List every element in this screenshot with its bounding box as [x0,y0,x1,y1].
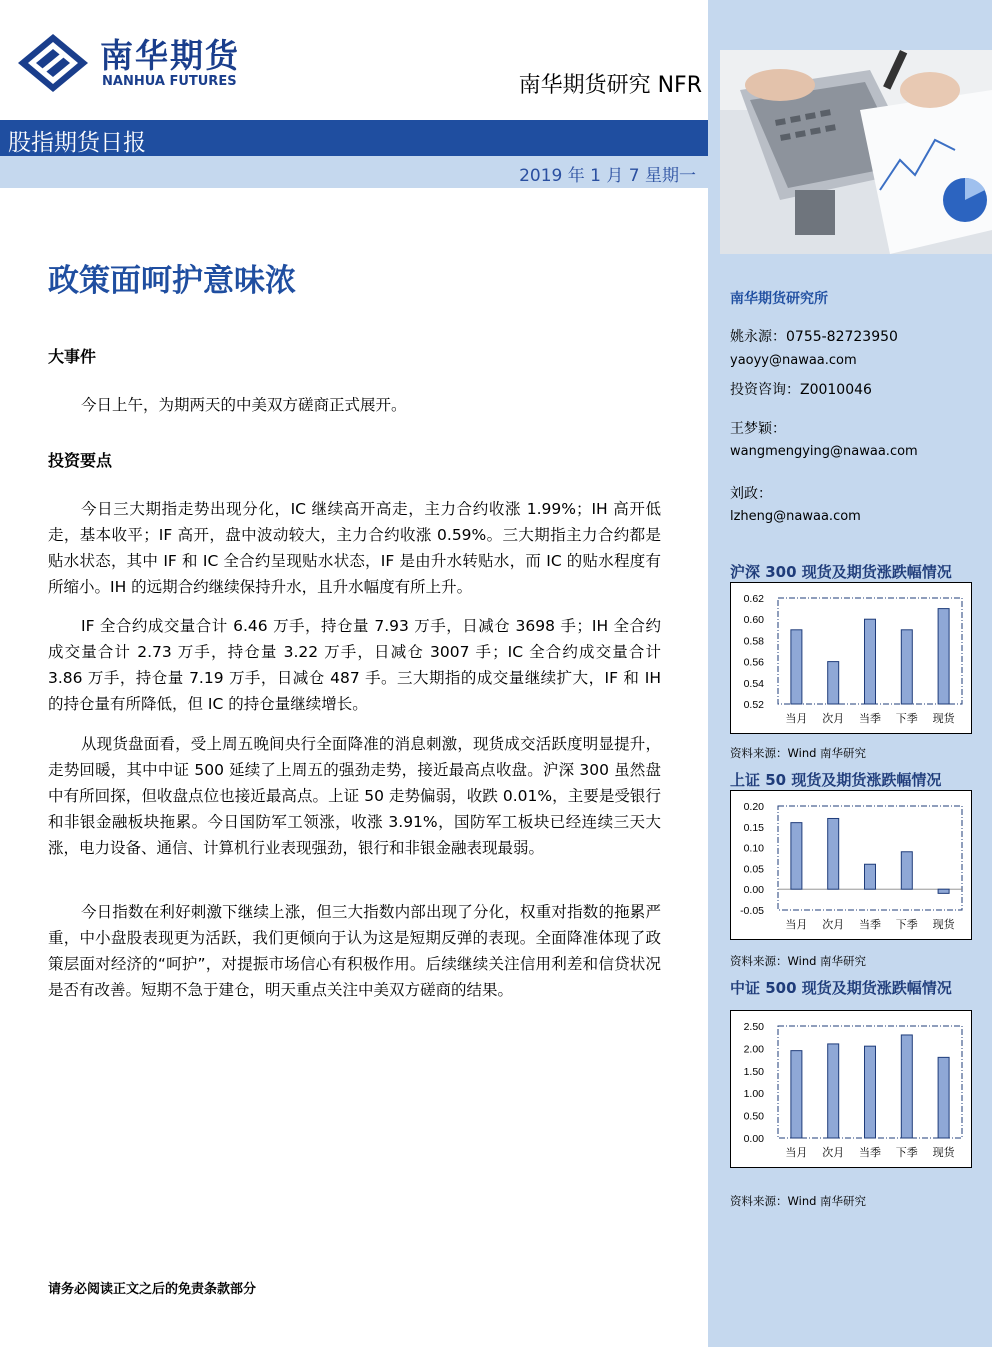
bar [901,1035,912,1138]
chart-title: 上证 50 现货及期货涨跌幅情况 [730,771,942,789]
x-tick-label: 当季 [859,1146,881,1159]
x-tick-label: 现货 [932,1146,955,1159]
chart-source: 资料来源：Wind 南华研究 [730,746,867,760]
y-tick-label: -0.05 [740,905,764,917]
bar [865,619,876,704]
analysis-paragraph: 今日三大期指走势出现分化，IC 继续高开高走，主力合约收涨 1.99%；IH 高开低走，基本收平；IF 高开，盘中波动较大，主力合约收涨 0.59%。三大期指主力合约都是贴水状态，其中 IF 和 IC 全合约呈现贴水状态，IF 是由升水转贴水，而 IC 的贴水程度有所缩小。IH 的远期合约继续保持升水，且升水幅度有所上升。 [48,500,661,596]
report-date: 2019 年 1 月 7 星期一 [519,166,696,186]
bar [938,1057,949,1138]
y-tick-label: 1.50 [743,1065,764,1078]
y-tick-label: 0.60 [743,614,764,627]
chart-frame [731,583,972,734]
section-title-points: 投资要点 [48,451,113,470]
x-tick-label: 当月 [785,712,808,725]
x-tick-label: 当季 [859,918,881,931]
chart-title: 沪深 300 现货及期货涨跌幅情况 [730,563,952,581]
section-title-events: 大事件 [48,347,97,366]
chart-frame [731,1011,972,1168]
y-tick-label: 2.50 [743,1021,764,1033]
analyst-email[interactable]: lzheng@nawaa.com [730,509,861,524]
bar [865,1046,876,1138]
bar [828,662,839,704]
analyst-name: 王梦颖： [730,421,786,437]
x-tick-label: 当季 [859,712,881,725]
report-type: 股指期货日报 [8,130,146,156]
disclaimer-footer: 请务必阅读正文之后的免责条款部分 [48,1282,257,1297]
y-tick-label: 0.62 [743,593,764,605]
analyst-email[interactable]: yaoyy@nawaa.com [730,353,857,368]
y-tick-label: 0.50 [743,1110,764,1123]
event-paragraph: 今日上午，为期两天的中美双方磋商正式展开。 [81,396,407,414]
analyst-name: 刘政： [730,486,772,502]
y-tick-label: 0.05 [743,863,764,876]
bar [828,818,839,889]
sz50-bar-chart [730,790,972,940]
y-tick-label: 0.52 [743,699,764,711]
chart-title: 中证 500 现货及期货涨跌幅情况 [730,979,952,997]
company-logo [18,28,248,98]
bar [828,1044,839,1138]
x-tick-label: 现货 [932,712,955,725]
y-tick-label: 0.00 [743,1133,764,1145]
y-tick-label: 1.00 [743,1088,764,1101]
bar [901,630,912,704]
research-institute: 南华期货研究所 [730,291,828,307]
analyst-license: 投资咨询：Z0010046 [730,382,872,398]
x-tick-label: 次月 [822,1146,845,1159]
x-tick-label: 下季 [895,712,918,725]
bar [938,609,949,704]
x-tick-label: 次月 [822,712,845,725]
hs300-bar-chart [730,582,972,734]
x-tick-label: 当月 [785,1146,808,1159]
office-photo-illustration [720,50,992,254]
logo-chinese-name: 南华期货 [100,36,240,75]
y-tick-label: 0.54 [743,677,764,690]
headline: 政策面呵护意味浓 [48,263,296,299]
analyst-contact-phone: 姚永源：0755-82723950 [730,329,898,345]
x-tick-label: 当月 [785,918,808,931]
logo-english-name: NANHUA FUTURES [102,74,237,89]
analysis-paragraph: 从现货盘面看，受上周五晚间央行全面降准的消息刺激，现货成交活跃度明显提升，走势回暖，其中中证 500 延续了上周五的强劲走势，接近最高点收盘。沪深 300 虽然盘中有所回探，但收盘点位也接近最高点。上证 50 走势偏弱，收跌 0.01%，主要是受银行和非银金融板块拖累。今日国防军工领涨，收涨 3.91%，国防军工板块已经连续三天大涨，电力设备、通信、计算机行业表现强劲，银行和非银金融表现最弱。 [48,735,661,857]
y-tick-label: 0.20 [743,801,764,813]
x-tick-label: 下季 [895,1146,918,1159]
y-tick-label: 0.00 [743,884,764,897]
bar [901,852,912,889]
zz500-bar-chart [730,1010,972,1168]
bar [791,823,802,890]
chart-source: 资料来源：Wind 南华研究 [730,954,867,968]
x-tick-label: 现货 [932,918,955,931]
y-tick-label: 0.10 [743,842,764,855]
research-series-title: 南华期货研究 NFR [518,73,702,98]
x-tick-label: 次月 [822,918,845,931]
bar [791,1051,802,1138]
bar [865,864,876,889]
analysis-paragraph: 今日指数在利好刺激下继续上涨，但三大指数内部出现了分化，权重对指数的拖累严重，中小盘股表现更为活跃，我们更倾向于认为这是短期反弹的表现。全面降准体现了政策层面对经济的“呵护”，对提振市场信心有积极作用。后续继续关注信用利差和信贷状况是否有改善。短期不急于建仓，明天重点关注中美双方磋商的结果。 [48,903,661,999]
analyst-email[interactable]: wangmengying@nawaa.com [730,444,918,459]
bar [938,889,949,893]
analysis-paragraph: IF 全合约成交量合计 6.46 万手，持仓量 7.93 万手，日减仓 3698 手；IH 全合约成交量合计 2.73 万手，持仓量 3.22 万手，日减仓 3007 手；IC 全合约成交量合计 3.86 万手，持仓量 7.19 万手，日减仓 487 手。三大期指的成交量继续扩大，IF 和 IH 的持仓量有所降低，但 IC 的持仓量继续增长。 [48,617,661,713]
y-tick-label: 2.00 [743,1043,764,1056]
chart-source: 资料来源：Wind 南华研究 [730,1194,867,1208]
bar [791,630,802,704]
y-tick-label: 0.15 [743,821,764,834]
y-tick-label: 0.58 [743,635,764,648]
x-tick-label: 下季 [895,918,918,931]
logo-mark-icon [18,34,88,92]
y-tick-label: 0.56 [743,656,764,669]
